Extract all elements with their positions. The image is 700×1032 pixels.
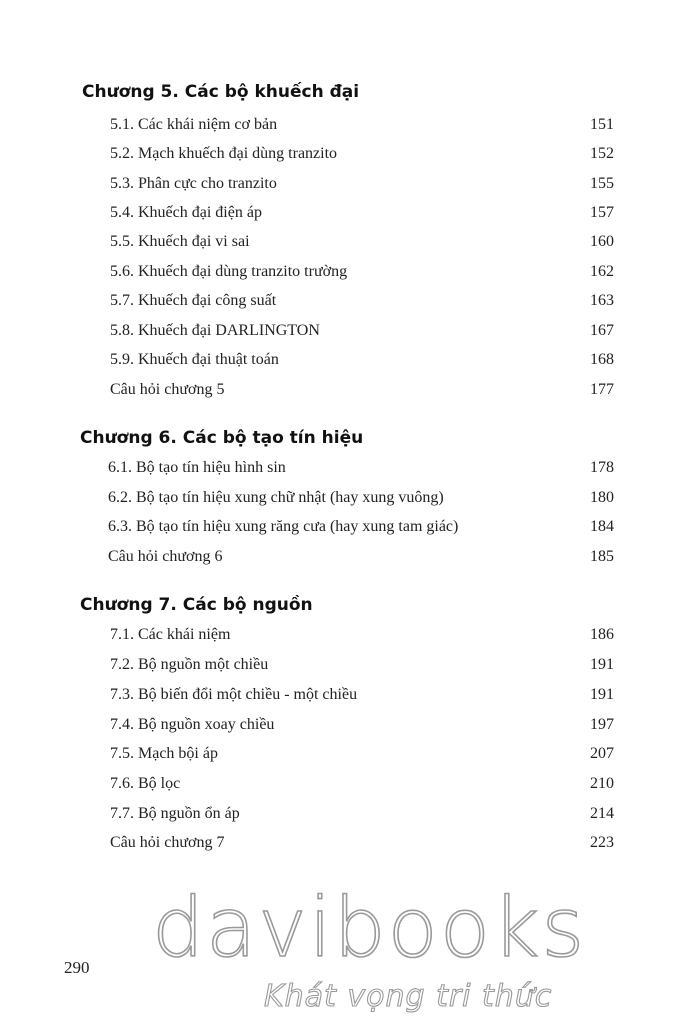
toc-entry-label: 7.1. Các khái niệm: [110, 626, 231, 643]
toc-entry-page: 155: [590, 175, 614, 192]
toc-entry: [110, 233, 614, 251]
watermark-slogan: Khát vọng tri thức: [264, 979, 553, 1014]
toc-entry-label: 5.3. Phân cực cho tranzito: [110, 175, 277, 192]
toc-entry-label: 5.5. Khuếch đại vi sai: [110, 233, 250, 250]
toc-entry-page: 178: [590, 459, 614, 476]
toc-entry-page: 210: [590, 775, 614, 792]
toc-entry: [110, 322, 614, 340]
chapter-7-title: Chương 7. Các bộ nguồn: [80, 595, 313, 615]
toc-entry-page: 163: [590, 292, 614, 309]
toc-entry-label: 7.4. Bộ nguồn xoay chiều: [110, 716, 275, 733]
toc-entry-page: 177: [590, 381, 614, 398]
toc-entry-label: 7.3. Bộ biến đổi một chiều - một chiều: [110, 686, 358, 703]
toc-entry-page: 191: [590, 686, 614, 703]
toc-entry: [110, 263, 614, 281]
chapter-5-title: Chương 5. Các bộ khuếch đại: [82, 82, 360, 102]
toc-entry-page: 152: [590, 145, 614, 162]
toc-entry-label: 6.1. Bộ tạo tín hiệu hình sin: [108, 459, 286, 476]
toc-entry-page: 157: [590, 204, 614, 221]
toc-entry: [110, 381, 614, 399]
toc-entry: [110, 116, 614, 134]
toc-entry: [108, 489, 614, 507]
toc-entry-label: 5.4. Khuếch đại điện áp: [110, 204, 262, 221]
toc-entry-label: 7.6. Bộ lọc: [110, 775, 181, 792]
toc-entry-label: 5.7. Khuếch đại công suất: [110, 292, 277, 309]
toc-entry-page: 223: [590, 834, 614, 851]
toc-entry-label: Câu hỏi chương 6: [108, 548, 223, 565]
toc-entry-page: 197: [590, 716, 614, 733]
toc-entry: [110, 351, 614, 369]
toc-entry: [110, 775, 614, 793]
toc-entry-page: 167: [590, 322, 614, 339]
toc-entry-page: 214: [590, 805, 614, 822]
toc-entry: [110, 145, 614, 163]
toc-entry-label: 7.7. Bộ nguồn ổn áp: [110, 805, 240, 822]
toc-entry-label: 7.2. Bộ nguồn một chiều: [110, 656, 269, 673]
toc-entry-page: 207: [590, 745, 614, 762]
toc-entry: [110, 204, 614, 222]
toc-entry-page: 162: [590, 263, 614, 280]
toc-entry-label: 5.9. Khuếch đại thuật toán: [110, 351, 279, 368]
toc-entry: [110, 175, 614, 193]
toc-entry: [110, 745, 614, 763]
toc-entry: [110, 626, 614, 644]
toc-entry-page: 191: [590, 656, 614, 673]
toc-entry: [110, 292, 614, 310]
toc-entry-label: 5.1. Các khái niệm cơ bản: [110, 116, 278, 133]
toc-entry: [110, 656, 614, 674]
toc-entry-page: 151: [590, 116, 614, 133]
toc-entry: [110, 716, 614, 734]
toc-entry: [110, 834, 614, 852]
page-number: 290: [64, 958, 90, 977]
toc-entry-page: 184: [590, 518, 614, 535]
chapter-6-title: Chương 6. Các bộ tạo tín hiệu: [80, 428, 364, 448]
toc-entry-page: 185: [590, 548, 614, 565]
toc-entry-page: 180: [590, 489, 614, 506]
toc-entry: [110, 805, 614, 823]
toc-entry-label: Câu hỏi chương 5: [110, 381, 225, 398]
toc-entry-label: Câu hỏi chương 7: [110, 834, 225, 851]
toc-entry: [108, 548, 614, 566]
toc-entry-label: 5.8. Khuếch đại DARLINGTON: [110, 322, 320, 339]
toc-entry-label: 5.2. Mạch khuếch đại dùng tranzito: [110, 145, 338, 162]
toc-entry-label: 6.3. Bộ tạo tín hiệu xung răng cưa (hay xung tam giác): [108, 518, 459, 535]
toc-entry: [110, 686, 614, 704]
toc-entry-page: 160: [590, 233, 614, 250]
toc-entry-page: 186: [590, 626, 614, 643]
toc-entry: [108, 518, 614, 536]
toc-entry: [108, 459, 614, 477]
toc-entry-label: 5.6. Khuếch đại dùng tranzito trường: [110, 263, 348, 280]
toc-entry-label: 6.2. Bộ tạo tín hiệu xung chữ nhật (hay xung vuông): [108, 489, 444, 506]
watermark-brand: davibooks: [152, 881, 587, 976]
toc-entry-page: 168: [590, 351, 614, 368]
toc-entry-label: 7.5. Mạch bội áp: [110, 745, 218, 762]
